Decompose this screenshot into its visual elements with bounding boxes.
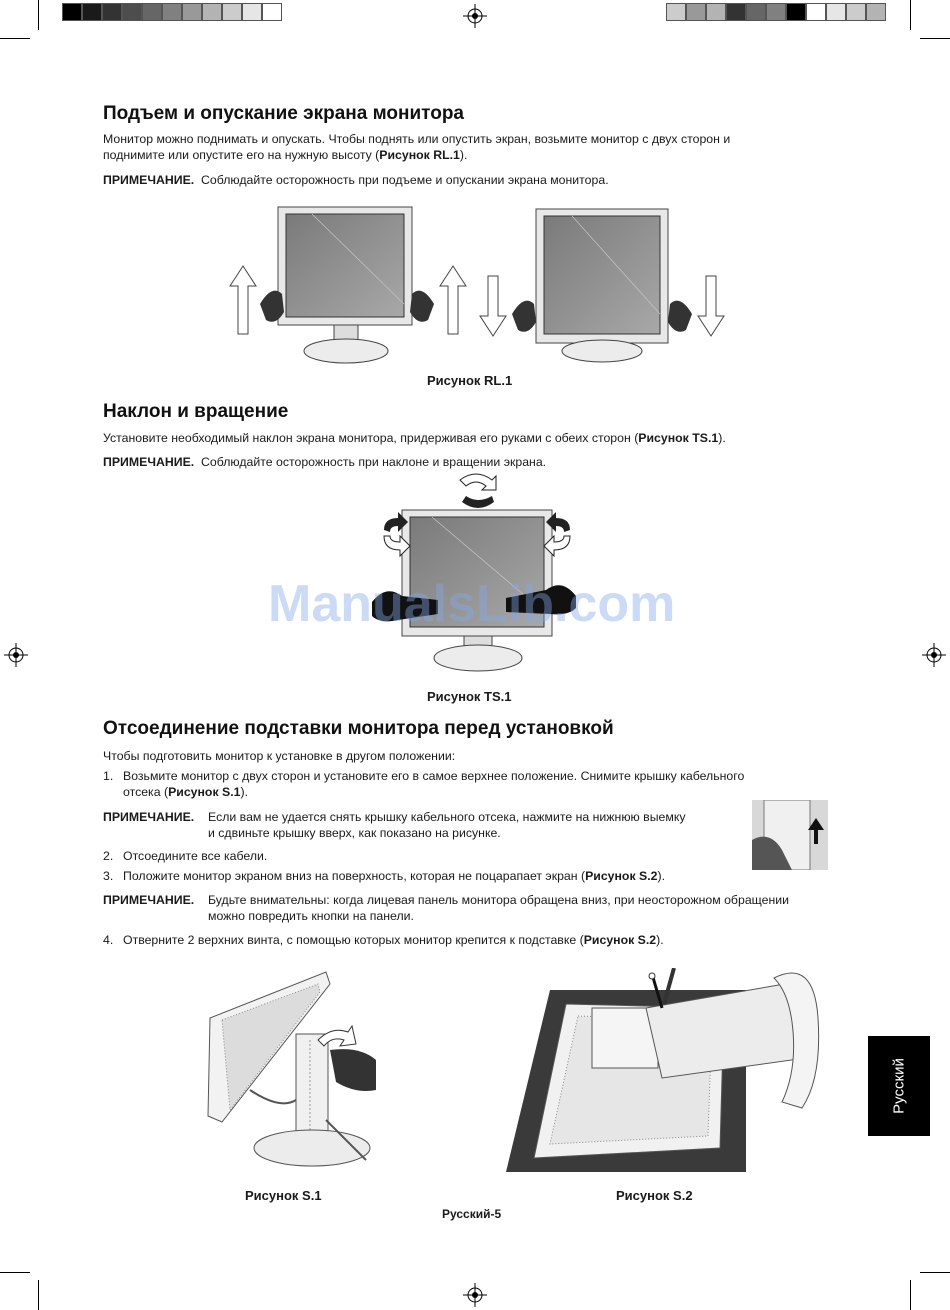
color-swatch [786,3,806,21]
paragraph [103,131,863,163]
text: Положите монитор экраном вниз на поверхность, которая не поцарапает экран ( [123,869,586,883]
figure-reference: Рисунок S.2 [585,869,658,883]
crop-mark [920,1272,950,1273]
color-swatch [262,3,282,21]
color-swatch [122,3,142,21]
crop-mark [38,1280,39,1310]
crop-mark [38,0,39,30]
figure-reference: Рисунок S.1 [168,785,241,799]
color-swatch [686,3,706,21]
crop-mark [910,0,911,30]
figure-caption-s1: Рисунок S.1 [245,1188,322,1203]
crop-mark [920,38,950,39]
note-label: ПРИМЕЧАНИЕ. [103,810,195,824]
note-text: Соблюдайте осторожность при наклоне и вращении экрана. [201,455,547,469]
text: ). [718,431,726,445]
registration-mark-icon [922,643,946,667]
registration-mark-icon [463,1283,487,1307]
section-title-tilt-swivel: Наклон и вращение [103,401,289,422]
text: ). [240,785,248,799]
text: Возьмите монитор с двух сторон и установите его в самое верхнее положение. Снимите крышку кабельного [123,769,745,783]
note-text: Будьте внимательны: когда лицевая панель монитора обращена вниз, при неосторожном обращении [208,893,790,907]
note [103,892,863,924]
color-swatch [102,3,122,21]
figure-caption-rl1: Рисунок RL.1 [427,373,513,388]
note-text: и сдвиньте крышку вверх, как показано на рисунке. [208,826,501,840]
color-swatch [706,3,726,21]
crop-mark [910,1280,911,1310]
list-number: 2. [103,849,114,863]
figure-caption-ts1: Рисунок TS.1 [427,689,512,704]
text: ). [459,148,468,162]
text: ). [657,869,665,883]
figure-s1-cable-cover [200,970,376,1176]
color-swatch [746,3,766,21]
list-item [103,768,744,800]
figure-reference: Рисунок S.2 [583,933,657,947]
text: ). [656,933,664,947]
list-number: 1. [103,769,114,783]
figure-reference: Рисунок TS.1 [638,431,719,445]
registration-mark-icon [4,643,28,667]
color-swatch [242,3,262,21]
text: Отверните 2 верхних винта, с помощью которых монитор крепится к подставке ( [123,933,584,947]
side-tab-label: Русский [890,1058,908,1114]
figure-caption-s2: Рисунок S.2 [616,1188,693,1203]
note-label: ПРИМЕЧАНИЕ. [103,173,195,187]
intro: Чтобы подготовить монитор к установке в другом положении: [103,749,456,763]
color-swatch [182,3,202,21]
figure-s2-screws [506,968,822,1174]
text: Отсоедините все кабели. [123,849,268,863]
figure-rl1-monitor-raise-lower [222,204,730,370]
color-swatch [202,3,222,21]
paragraph-line [103,147,863,163]
color-swatch [846,3,866,21]
color-swatch [806,3,826,21]
text: Установите необходимый наклон экрана монитора, придерживая его руками с обеих сторон ( [103,431,639,445]
color-swatch [826,3,846,21]
color-swatch [666,3,686,21]
list-item [103,932,664,948]
paragraph-line: Монитор можно поднимать и опускать. Чтобы поднять или опустить экран, возьмите монитор с двух сторон и [103,132,731,146]
note-text: можно повредить кнопки на панели. [208,909,414,923]
color-swatch [142,3,162,21]
figure-reference: Рисунок RL.1 [379,148,460,162]
note-label: ПРИМЕЧАНИЕ. [103,455,195,469]
color-swatch [222,3,242,21]
color-swatch [82,3,102,21]
list-item [103,848,267,864]
note-text: Если вам не удается снять крышку кабельного отсека, нажмите на нижнюю выемку [208,810,686,824]
note [103,454,863,470]
note-text: Соблюдайте осторожность при подъеме и опускании экрана монитора. [201,173,609,187]
registration-mark-icon [463,4,487,28]
list-item [103,868,665,884]
color-swatch [162,3,182,21]
color-swatch [62,3,82,21]
color-swatch [726,3,746,21]
list-number: 3. [103,869,114,883]
color-swatch [866,3,886,21]
paragraph [103,430,863,446]
watermark: ManualsLib.com [268,575,676,633]
section-title-raise-lower: Подъем и опускание экрана монитора [103,103,464,124]
text: отсека ( [123,785,169,799]
figure-cable-cover-inset [752,800,828,870]
crop-mark [0,38,30,39]
language-side-tab [868,1036,930,1136]
list-number: 4. [103,933,114,947]
section-title-detach-stand: Отсоединение подставки монитора перед установкой [103,718,614,739]
note [103,809,743,841]
page-footer: Русский-5 [442,1207,502,1221]
note [103,172,863,188]
crop-mark [0,1272,30,1273]
note-label: ПРИМЕЧАНИЕ. [103,893,195,907]
color-swatch [766,3,786,21]
text: поднимите или опустите его на нужную высоту ( [103,148,380,162]
